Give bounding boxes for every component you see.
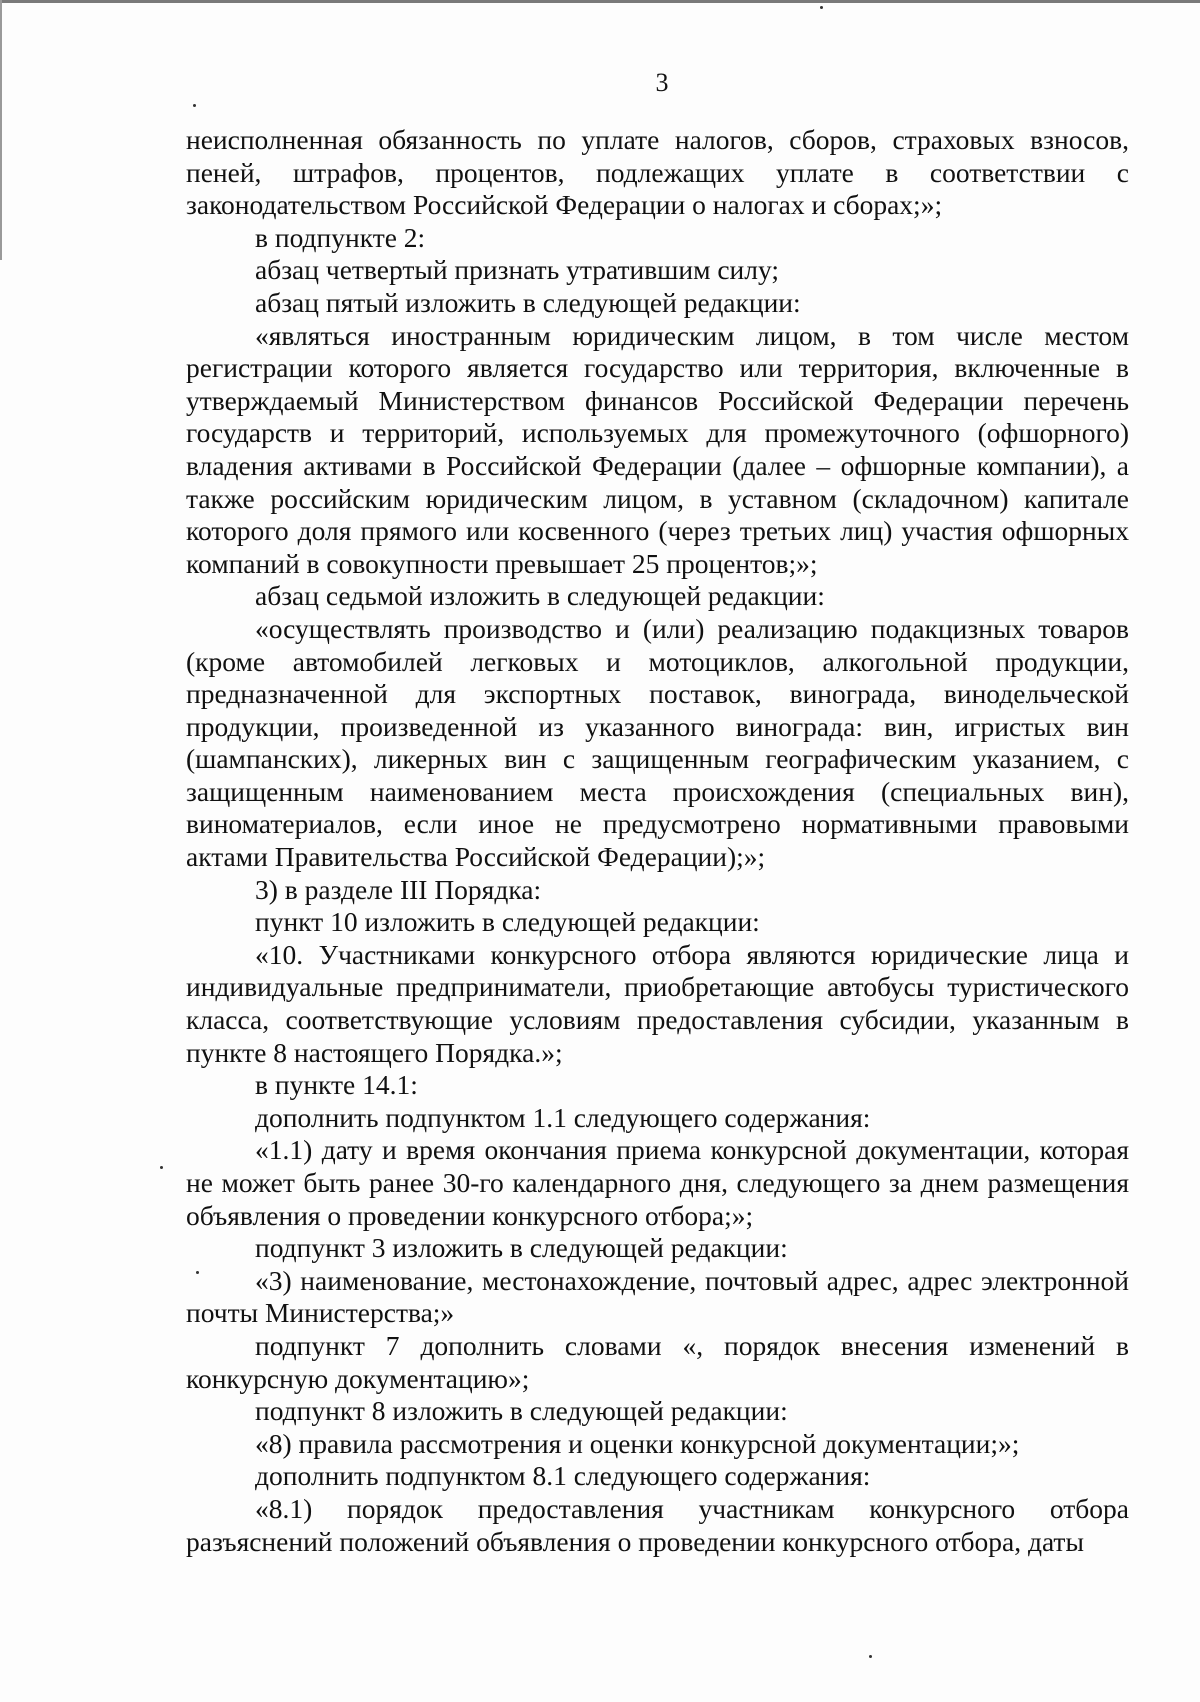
paragraph: в подпункте 2: — [255, 221, 426, 253]
paragraph: 3) в разделе III Порядка: — [255, 873, 542, 905]
paragraph: дополнить подпунктом 1.1 следующего содержания: — [255, 1101, 871, 1133]
paragraph: «1.1) дату и время окончания приема конкурсной документации, которая не может быть ранее 30-го календарного дня, следующего за днем размещения объявления о проведении конкурсного отбора;»; — [186, 1134, 1129, 1231]
paragraph: в пункте 14.1: — [255, 1069, 418, 1101]
paragraph: «3) наименование, местонахождение, почтовый адрес, адрес электронной почты Министерства;» — [186, 1264, 1129, 1329]
paragraph: абзац пятый изложить в следующей редакции: — [255, 286, 801, 318]
paragraph: подпункт 8 изложить в следующей редакции: — [255, 1395, 788, 1427]
paragraph: дополнить подпунктом 8.1 следующего содержания: — [255, 1460, 871, 1492]
paragraph: неисполненная обязанность по уплате налогов, сборов, страховых взносов, пеней, штрафов, процентов, подлежащих уплате в соответствии с законодательством Российской Федерации о налогах и сборах;»; — [186, 124, 1129, 221]
scan-speck — [820, 6, 823, 9]
paragraph: подпункт 7 дополнить словами «, порядок внесения изменений в конкурсную документацию»; — [186, 1329, 1129, 1394]
scan-top-edge — [0, 0, 1200, 3]
paragraph: «10. Участниками конкурсного отбора являются юридические лица и индивидуальные предприниматели, приобретающие автобусы туристического класса, соответствующие условиям предоставления субсидии, указанным в пункте 8 настоящего Порядка.»; — [186, 938, 1129, 1068]
paragraph: «8) правила рассмотрения и оценки конкурсной документации;»; — [255, 1427, 1020, 1459]
scan-speck — [160, 1166, 163, 1169]
scan-speck — [196, 1271, 199, 1274]
paragraph: пункт 10 изложить в следующей редакции: — [255, 906, 760, 938]
paragraph: абзац седьмой изложить в следующей редакции: — [255, 580, 825, 612]
scan-left-edge — [0, 0, 2, 260]
document-body — [186, 124, 1129, 1558]
paragraph: абзац четвертый признать утратившим силу; — [255, 254, 780, 286]
paragraph: «являться иностранным юридическим лицом, в том числе местом регистрации которого является государство или территория, включенные в утверждаемый Министерством финансов Российской Федерации перечень государств и территорий, используемых для промежуточного (офшорного) владения активами в Российской Федерации (далее – офшорные компании), а также российским юридическим лицом, в уставном (складочном) капитале которого доля прямого или косвенного (через третьих лиц) участия офшорных компаний в совокупности превышает 25 процентов;»; — [186, 319, 1129, 579]
paragraph: «8.1) порядок предоставления участникам конкурсного отбора разъяснений положений объявления о проведении конкурсного отбора, даты — [186, 1492, 1129, 1557]
scan-speck — [193, 104, 196, 107]
paragraph: подпункт 3 изложить в следующей редакции: — [255, 1232, 788, 1264]
page-number: 3 — [655, 68, 669, 97]
paragraph: «осуществлять производство и (или) реализацию подакцизных товаров (кроме автомобилей легковых и мотоциклов, алкогольной продукции, предназначенной для экспортных поставок, винограда, винодельческой продукции, произведенной из указанного винограда: вин, игристых вин (шампанских), ликерных вин с защищенным географическим указанием, с защищенным наименованием места происхождения (специальных вин), виноматериалов, если иное не предусмотрено нормативными правовыми актами Правительства Российской Федерации);»; — [186, 612, 1129, 873]
scan-speck — [869, 1655, 872, 1658]
